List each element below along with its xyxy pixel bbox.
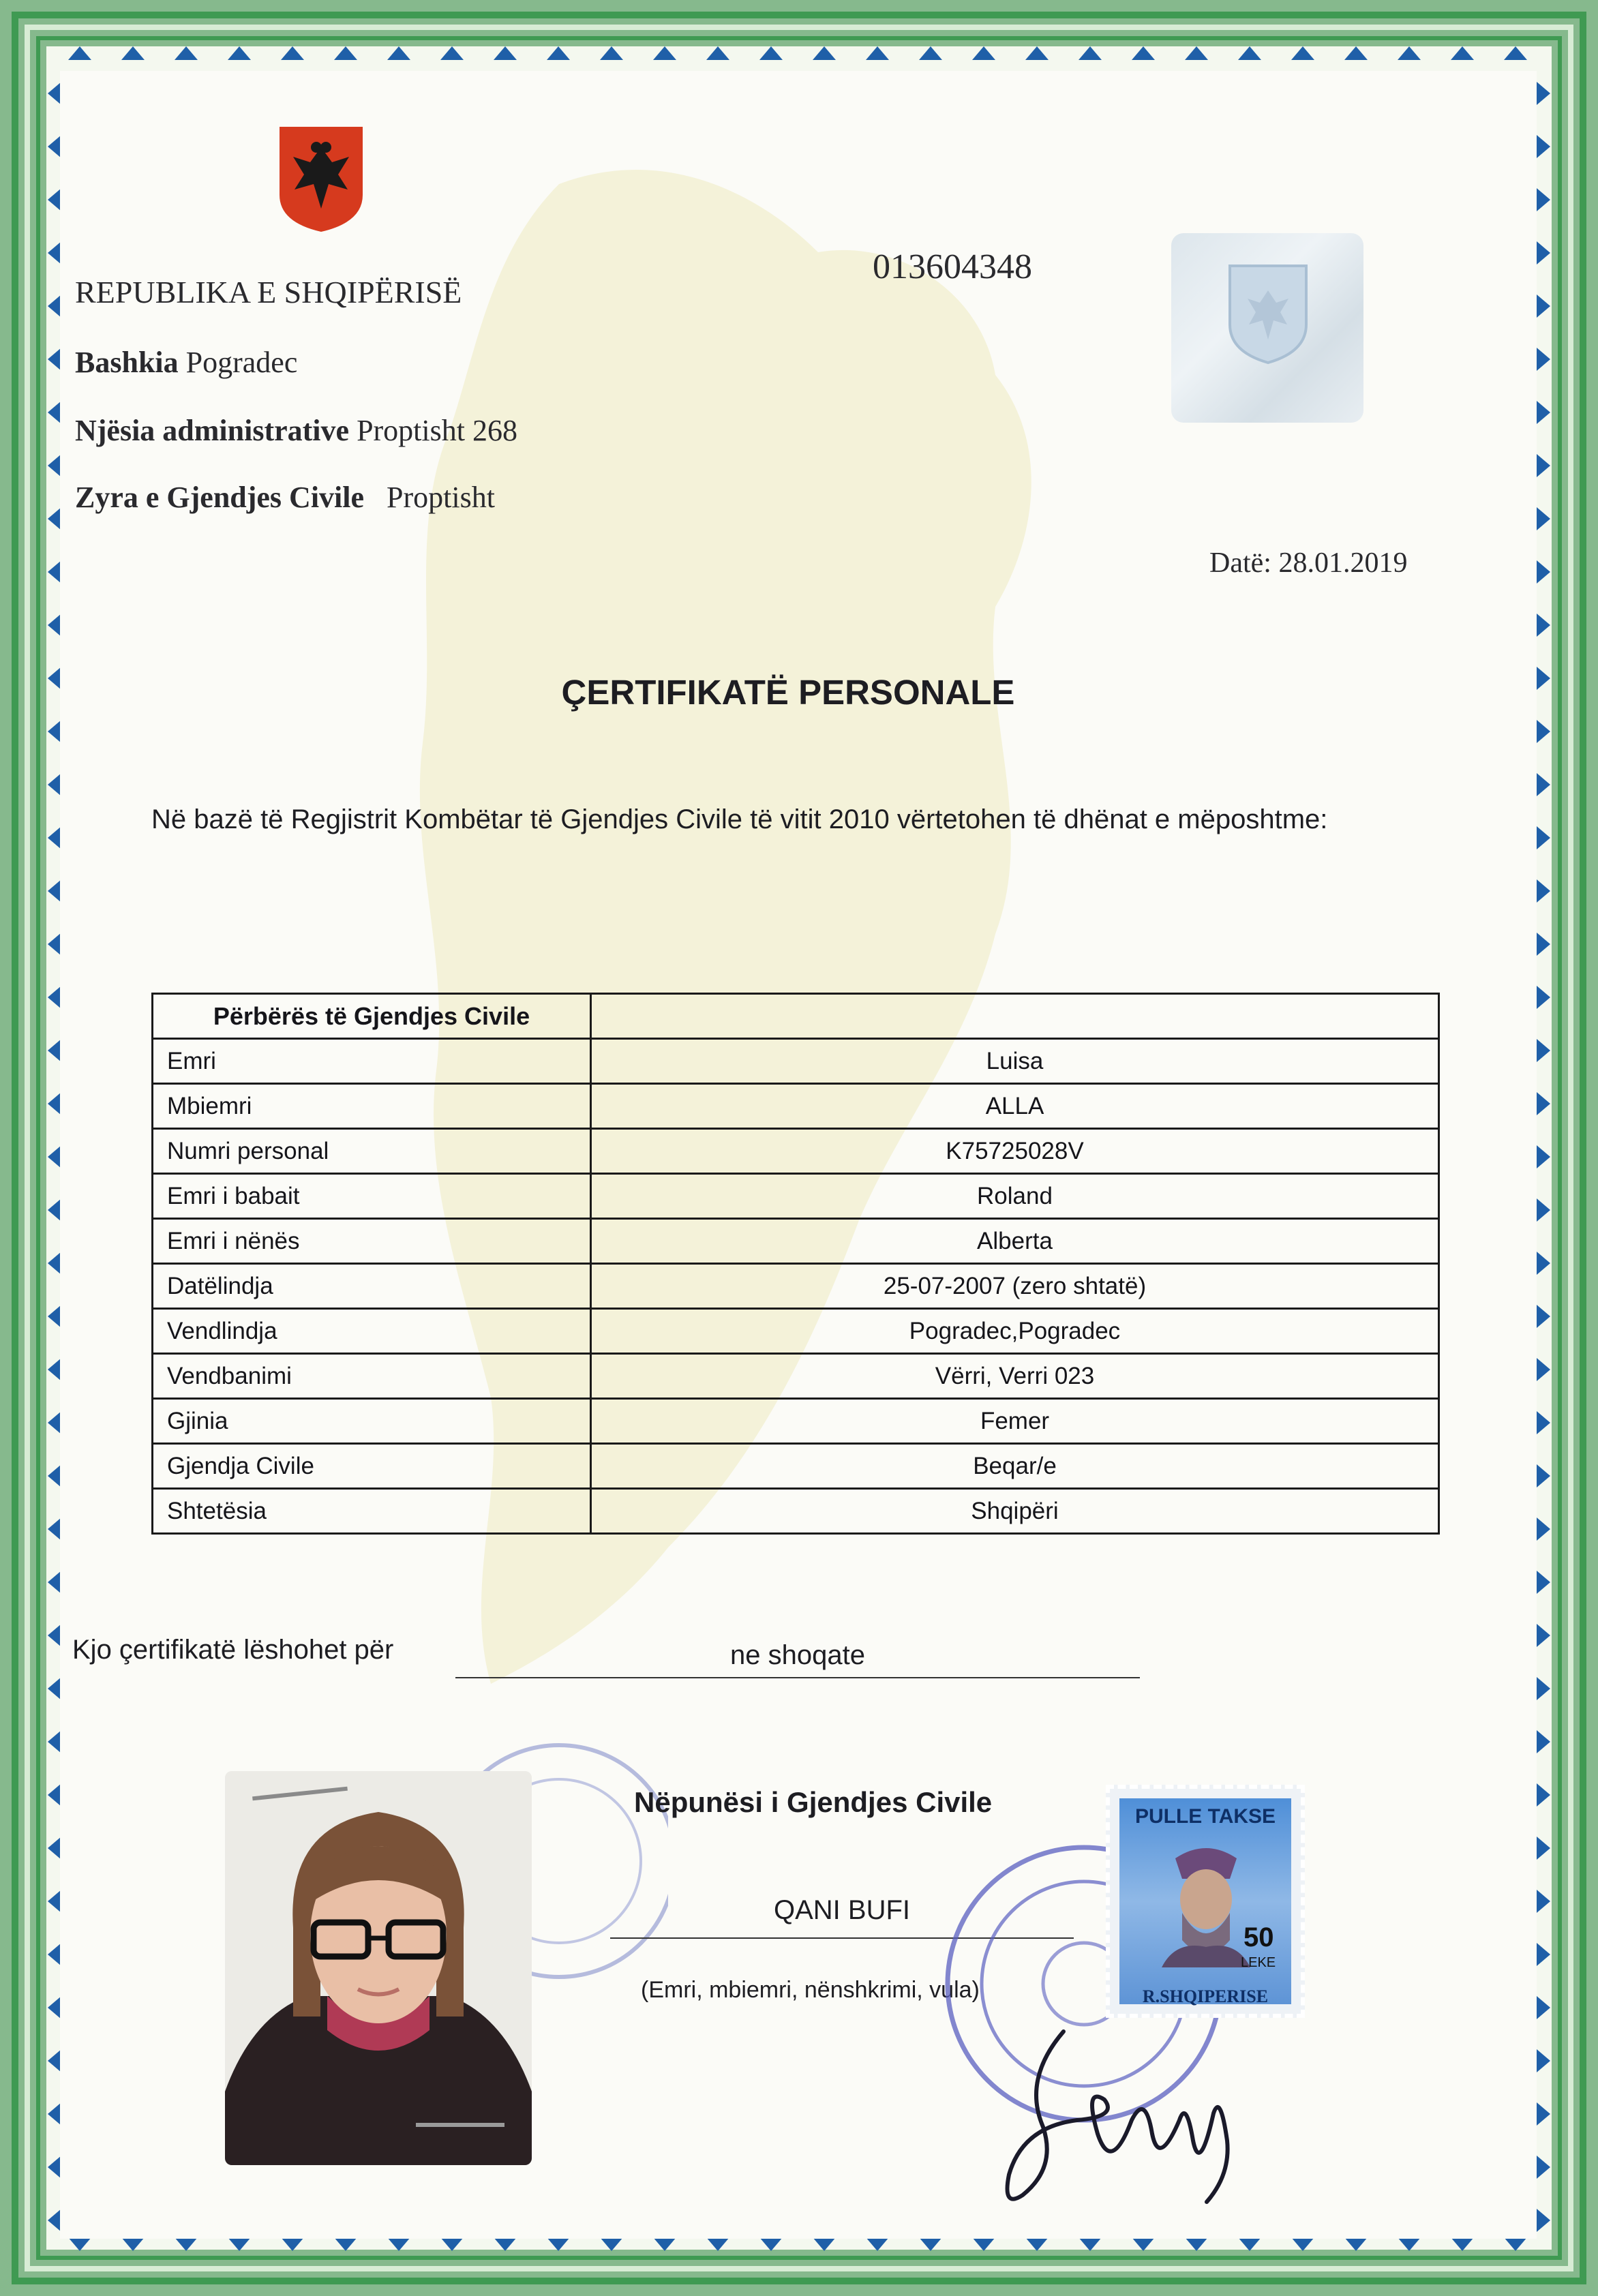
row-label: Numri personal bbox=[153, 1129, 591, 1174]
office-line bbox=[75, 480, 495, 515]
row-label: Vendlindja bbox=[153, 1309, 591, 1354]
row-value: Pogradec,Pogradec bbox=[591, 1309, 1439, 1354]
tax-stamp-currency: LEKE bbox=[1241, 1955, 1276, 1970]
row-label: Gjendja Civile bbox=[153, 1444, 591, 1489]
row-label: Datëlindja bbox=[153, 1264, 591, 1309]
row-label: Shtetësia bbox=[153, 1489, 591, 1534]
row-label: Vendbanimi bbox=[153, 1354, 591, 1399]
table-row bbox=[153, 1174, 1439, 1219]
table-row bbox=[153, 1489, 1439, 1534]
issue-date: Datë: 28.01.2019 bbox=[1209, 547, 1408, 579]
holder-photo bbox=[225, 1771, 532, 2165]
intro-statement: Në bazë të Regjistrit Kombëtar të Gjendjes Civile të vitit 2010 vërtetohen të dhënat e mëposhtme: bbox=[151, 804, 1328, 834]
document-title: ÇERTIFIKATË PERSONALE bbox=[561, 673, 1015, 712]
office-value: Proptisht bbox=[387, 481, 495, 514]
tax-stamp-amount: 50 bbox=[1243, 1922, 1274, 1952]
table-header: Përbërës të Gjendjes Civile bbox=[153, 994, 591, 1039]
table-row bbox=[153, 1219, 1439, 1264]
table-header-row bbox=[153, 994, 1439, 1039]
civil-status-table bbox=[151, 993, 1440, 1535]
municipality-value: Pogradec bbox=[185, 346, 298, 379]
table-row bbox=[153, 1309, 1439, 1354]
row-value: Luisa bbox=[591, 1039, 1439, 1084]
admin-unit-value: Proptisht 268 bbox=[357, 414, 517, 447]
admin-unit-line bbox=[75, 413, 517, 448]
row-label: Gjinia bbox=[153, 1399, 591, 1444]
row-value: Alberta bbox=[591, 1219, 1439, 1264]
row-value: Vërri, Verri 023 bbox=[591, 1354, 1439, 1399]
tax-stamp bbox=[1106, 1785, 1305, 2018]
albanian-coat-of-arms bbox=[280, 127, 363, 232]
row-value: 25-07-2007 (zero shtatë) bbox=[591, 1264, 1439, 1309]
row-value: Roland bbox=[591, 1174, 1439, 1219]
row-label: Emri i babait bbox=[153, 1174, 591, 1219]
table-row bbox=[153, 1129, 1439, 1174]
tax-stamp-top: PULLE TAKSE bbox=[1134, 1805, 1276, 1828]
hologram-shield-icon bbox=[1227, 263, 1309, 365]
tax-stamp-bottom: R.SHQIPERISE bbox=[1142, 1987, 1269, 2006]
official-name: QANI BUFI bbox=[773, 1895, 911, 1925]
serial-number: 013604348 bbox=[873, 247, 1032, 286]
row-label: Emri i nënës bbox=[153, 1219, 591, 1264]
portrait-photo bbox=[225, 1771, 532, 2165]
row-value: ALLA bbox=[591, 1084, 1439, 1129]
handwritten-signature bbox=[982, 2018, 1241, 2216]
signature-caption: (Emri, mbiemri, nënshkrimi, vula) bbox=[641, 1977, 980, 2003]
row-value: Femer bbox=[591, 1399, 1439, 1444]
admin-unit-label: Njësia administrative bbox=[75, 414, 350, 447]
table-row bbox=[153, 1084, 1439, 1129]
purpose-label: Kjo çertifikatë lëshohet për bbox=[72, 1635, 394, 1665]
table-header-empty bbox=[591, 994, 1439, 1039]
row-label: Mbiemri bbox=[153, 1084, 591, 1129]
table-row bbox=[153, 1039, 1439, 1084]
table-row bbox=[153, 1399, 1439, 1444]
table-row bbox=[153, 1444, 1439, 1489]
row-label: Emri bbox=[153, 1039, 591, 1084]
municipality-label: Bashkia bbox=[75, 346, 179, 379]
security-hologram bbox=[1171, 233, 1363, 423]
row-value: K75725028V bbox=[591, 1129, 1439, 1174]
country-name: REPUBLIKA E SHQIPËRISË bbox=[75, 275, 462, 309]
office-label: Zyra e Gjendjes Civile bbox=[75, 481, 365, 514]
purpose-underline bbox=[455, 1677, 1140, 1678]
skanderbeg-portrait-icon bbox=[1162, 1838, 1250, 1967]
official-title: Nëpunësi i Gjendjes Civile bbox=[634, 1786, 993, 1818]
purpose-value: ne shoqate bbox=[730, 1640, 865, 1670]
table-row bbox=[153, 1354, 1439, 1399]
municipality-line bbox=[75, 345, 297, 380]
table-row bbox=[153, 1264, 1439, 1309]
row-value: Shqipëri bbox=[591, 1489, 1439, 1534]
row-value: Beqar/e bbox=[591, 1444, 1439, 1489]
